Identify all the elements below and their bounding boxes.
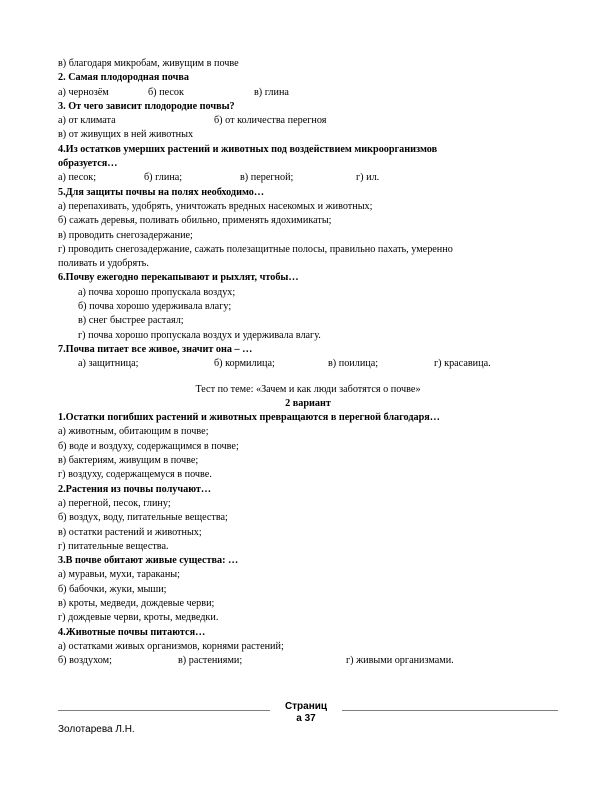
answer-option: в) глина (254, 86, 289, 98)
answer-option: а) песок; (58, 172, 97, 184)
answer-row (58, 86, 558, 100)
answer-line: в) снег быстрее растаял; (78, 315, 184, 327)
page-number-line1: Страниц (284, 701, 328, 712)
answer-line: а) перегной, песок, глину; (58, 497, 171, 509)
question-title: 3. От чего зависит плодородие почвы? (58, 100, 235, 112)
variant-title: 2 вариант (285, 397, 331, 409)
answer-option: б) воздухом; (58, 655, 112, 667)
answer-line-cont: поливать и удобрять. (58, 258, 149, 270)
answer-option: б) кормилица; (214, 358, 275, 370)
question-title: 1.Остатки погибших растений и животных превращаются в перегной благодаря… (58, 412, 440, 424)
answer-line: г) питательные вещества. (58, 540, 169, 552)
answer-row (58, 171, 558, 185)
answer-option: г) ил. (356, 172, 380, 184)
answer-option: б) от количества перегноя (214, 115, 327, 127)
question-title: 5.Для защиты почвы на полях необходимо… (58, 186, 265, 198)
question-title-cont: образуется… (58, 158, 118, 170)
question-title: 4.Животные почвы питаются… (58, 626, 206, 638)
author-name: Золотарева Л.Н. (58, 724, 135, 735)
answer-line: г) почва хорошо пропускала воздух и удерживала влагу. (78, 329, 321, 341)
question-title: 6.Почву ежегодно перекапывают и рыхлят, чтобы… (58, 272, 299, 284)
answer-option: в) поилица; (328, 358, 379, 370)
answer-line: г) проводить снегозадержание, сажать полезащитные полосы, правильно пахать, умеренно (58, 243, 453, 255)
answer-line: а) животным, обитающим в почве; (58, 426, 209, 438)
page-number (276, 701, 336, 725)
question-title: 2.Растения из почвы получают… (58, 483, 212, 495)
footer-rule-left (58, 710, 270, 711)
answer-option: г) живыми организмами. (346, 655, 454, 667)
document-body (58, 57, 558, 668)
answer-line: в) благодаря микробам, живущим в почве (58, 58, 239, 69)
answer-line: а) перепахивать, удобрять, уничтожать вредных насекомых и животных; (58, 200, 373, 212)
answer-option: г) красавица. (434, 358, 491, 370)
answer-option: б) глина; (144, 172, 183, 184)
question-title: 3.В почве обитают живые существа: … (58, 555, 239, 567)
answer-line: а) почва хорошо пропускала воздух; (78, 286, 236, 298)
page-footer (58, 701, 558, 741)
answer-line: г) воздуху, содержащемуся в почве. (58, 469, 212, 481)
answer-line: б) почва хорошо удерживала влагу; (78, 301, 232, 313)
answer-option: в) перегной; (240, 172, 294, 184)
answer-line: в) проводить снегозадержание; (58, 229, 193, 241)
answer-option: б) песок (148, 86, 184, 98)
answer-line: б) воде и воздуху, содержащимся в почве; (58, 440, 239, 452)
answer-row (58, 114, 558, 128)
answer-option: а) чернозём (58, 86, 109, 98)
question-title: 4.Из остатков умерших растений и животных под воздействием микроорганизмов (58, 143, 438, 155)
answer-line: б) сажать деревья, поливать обильно, применять ядохимикаты; (58, 215, 332, 227)
answer-line: а) муравьи, мухи, тараканы; (58, 569, 180, 581)
answer-option: в) растениями; (178, 655, 243, 667)
answer-line: а) остатками живых организмов, корнями растений; (58, 640, 284, 652)
answer-option: а) от климата (58, 115, 116, 127)
answer-row (58, 654, 558, 668)
question-title: 7.Почва питает все живое, значит она – … (58, 343, 253, 355)
answer-line: в) остатки растений и животных; (58, 526, 202, 538)
answer-line: б) воздух, воду, питательные вещества; (58, 512, 228, 524)
answer-option: а) защитница; (78, 358, 139, 370)
answer-line: в) бактериям, живущим в почве; (58, 455, 199, 467)
answer-line: в) от живущих в ней животных (58, 129, 194, 141)
answer-line: г) дождевые черви, кроты, медведки. (58, 612, 219, 624)
answer-row (58, 357, 558, 371)
answer-line: б) бабочки, жуки, мыши; (58, 583, 167, 595)
question-title: 2. Самая плодородная почва (58, 72, 189, 84)
footer-rule-right (342, 710, 558, 711)
answer-line: в) кроты, медведи, дождевые черви; (58, 597, 215, 609)
test-title: Тест по теме: «Зачем и как люди заботятся о почве» (195, 383, 421, 395)
page-number-line2: а 37 (296, 713, 316, 724)
